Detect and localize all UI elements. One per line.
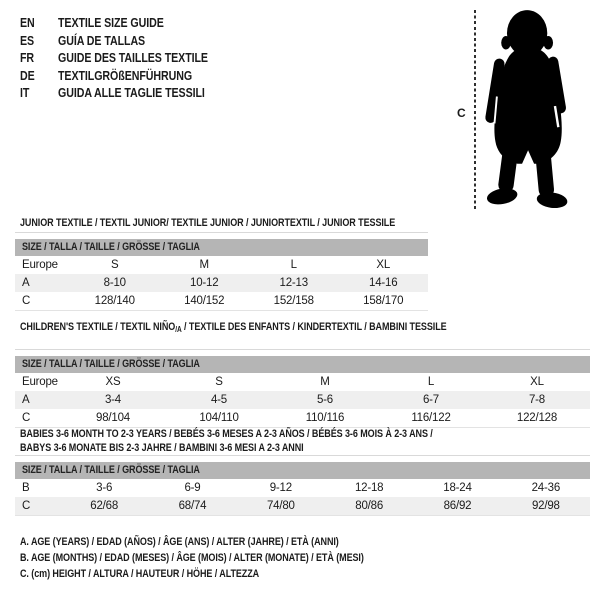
- size-cell: S: [111, 259, 119, 271]
- height-cell: 98/104: [96, 412, 130, 424]
- baby-silhouette-icon: [482, 6, 578, 217]
- junior-size-table: [15, 232, 428, 311]
- height-cell: 116/122: [411, 412, 451, 424]
- size-cell: S: [215, 376, 223, 388]
- height-cell: 140/152: [184, 295, 225, 307]
- language-row: [20, 84, 241, 102]
- language-code: [20, 15, 58, 30]
- age-cell: 12-18: [354, 482, 384, 494]
- note-age-years: [20, 536, 439, 552]
- table-header-text: SIZE / TALLA / TAILLE / GRÖSSE / TAGLIA: [22, 464, 200, 476]
- section-title-babies: [20, 427, 523, 455]
- size-cell: L: [290, 259, 297, 271]
- table-header: [15, 239, 428, 256]
- row-label: A: [22, 394, 30, 406]
- table-bottom-rule: [15, 310, 428, 311]
- size-cell: M: [199, 259, 209, 271]
- table-row: [15, 274, 428, 292]
- language-code-text: EN: [20, 15, 35, 31]
- age-cell: 8-10: [103, 277, 126, 289]
- height-cell: 68/74: [178, 500, 207, 512]
- language-code-text: IT: [20, 85, 30, 101]
- height-cell: 158/170: [363, 295, 404, 307]
- height-cell: 110/116: [305, 412, 345, 424]
- size-cell: XS: [105, 376, 121, 388]
- height-cell: 86/92: [443, 500, 472, 512]
- title-post: / TEXTILE DES ENFANTS / KINDERTEXTIL / BAMBINI TESSILE: [181, 321, 447, 333]
- note-text: C. (cm) HEIGHT / ALTURA / HAUTEUR / HÖHE / ALTEZZA: [20, 568, 260, 580]
- row-label: C: [22, 295, 31, 307]
- language-code-text: FR: [20, 50, 35, 66]
- height-cell: 128/140: [94, 295, 135, 307]
- title-subscript: /A: [175, 325, 182, 334]
- age-cell: 24-36: [531, 482, 561, 494]
- language-label: GUIDA ALLE TAGLIE TESSILI: [58, 85, 205, 101]
- table-row: [15, 391, 590, 409]
- table-row: [15, 497, 590, 515]
- section-title-text: JUNIOR TEXTILE / TEXTIL JUNIOR/ TEXTILE JUNIOR / JUNIORTEXTIL / JUNIOR TESSILE: [20, 217, 396, 229]
- table-row: [15, 409, 590, 427]
- table-header: [15, 356, 590, 373]
- babies-size-table: [15, 455, 590, 516]
- age-cell: 10-12: [190, 277, 219, 289]
- table-row: [15, 373, 590, 391]
- height-cell: 122/128: [516, 412, 558, 424]
- height-cell: 92/98: [531, 500, 560, 512]
- row-label: A: [22, 277, 30, 289]
- size-cell: M: [320, 376, 330, 388]
- language-row: [20, 32, 241, 50]
- language-row: [20, 67, 241, 85]
- age-cell: 18-24: [443, 482, 472, 494]
- height-dimension-line: [474, 10, 476, 211]
- size-cell: XL: [376, 259, 391, 271]
- table-top-rule: [15, 232, 428, 233]
- table-top-rule: [15, 349, 590, 350]
- language-row: [20, 14, 241, 32]
- size-cell: L: [427, 376, 435, 388]
- table-row: [15, 479, 590, 497]
- row-label: C: [22, 500, 31, 512]
- row-label: Europe: [22, 259, 58, 271]
- height-cell: 80/86: [355, 500, 384, 512]
- language-label: TEXTILGRÖßENFÜHRUNG: [58, 67, 193, 83]
- row-label: Europe: [22, 376, 58, 388]
- language-code-text: DE: [20, 67, 35, 83]
- note-text: B. AGE (MONTHS) / EDAD (MESES) / ÂGE (MOIS) / ALTER (MONATE) / ETÀ (MESI): [20, 552, 364, 564]
- note-text: A. AGE (YEARS) / EDAD (AÑOS) / ÂGE (ANS) / ALTER (JAHRE) / ETÀ (ANNI): [20, 536, 339, 548]
- height-cell: 62/68: [90, 500, 119, 512]
- table-row: [15, 256, 428, 274]
- age-cell: 12-13: [279, 277, 308, 289]
- height-cell: 104/110: [199, 412, 239, 424]
- height-dimension-label: C: [457, 106, 466, 120]
- language-label: TEXTILE SIZE GUIDE: [58, 15, 164, 31]
- section-title-text: [20, 320, 447, 337]
- language-code: [20, 68, 58, 83]
- table-bottom-rule: [15, 515, 590, 516]
- height-cell: 74/80: [266, 500, 295, 512]
- note-age-months: [20, 552, 439, 568]
- age-cell: 9-12: [269, 482, 292, 494]
- row-label: B: [22, 482, 30, 494]
- age-cell: 5-6: [316, 394, 334, 406]
- legend-notes: [20, 536, 439, 584]
- language-row: [20, 49, 241, 67]
- row-label: C: [22, 412, 31, 424]
- table-header-text: SIZE / TALLA / TAILLE / GRÖSSE / TAGLIA: [22, 358, 200, 370]
- table-top-rule: [15, 455, 590, 456]
- section-title-line1: BABIES 3-6 MONTH TO 2-3 YEARS / BEBÉS 3-6 MESES A 2-3 AÑOS / BÉBÉS 3-6 MOIS À 2-3 ANS /: [20, 428, 433, 440]
- age-cell: 14-16: [369, 277, 398, 289]
- language-label: GUIDE DES TAILLES TEXTILE: [58, 50, 208, 66]
- section-title-junior: [20, 216, 478, 230]
- table-header-text: SIZE / TALLA / TAILLE / GRÖSSE / TAGLIA: [22, 241, 200, 253]
- table-row: [15, 292, 428, 310]
- age-cell: 6-9: [184, 482, 201, 494]
- note-height-cm: [20, 568, 439, 584]
- language-code-text: ES: [20, 32, 35, 48]
- age-cell: 7-8: [528, 394, 546, 406]
- size-cell: XL: [530, 376, 544, 388]
- language-code: [20, 50, 58, 65]
- age-cell: 3-4: [104, 394, 122, 406]
- language-list: [20, 14, 241, 102]
- title-pre: CHILDREN'S TEXTILE / TEXTIL NIÑO: [20, 321, 176, 333]
- section-title-children: [20, 320, 540, 337]
- language-label: GUÍA DE TALLAS: [58, 32, 146, 48]
- age-cell: 4-5: [210, 394, 228, 406]
- table-header: [15, 462, 590, 479]
- age-cell: 3-6: [96, 482, 113, 494]
- language-code: [20, 33, 58, 48]
- age-cell: 6-7: [422, 394, 440, 406]
- height-cell: 152/158: [273, 295, 314, 307]
- section-title-line2: BABYS 3-6 MONATE BIS 2-3 JAHRE / BAMBINI 3-6 MESI A 2-3 ANNI: [20, 442, 304, 454]
- language-code: [20, 85, 58, 100]
- children-size-table: [15, 349, 590, 428]
